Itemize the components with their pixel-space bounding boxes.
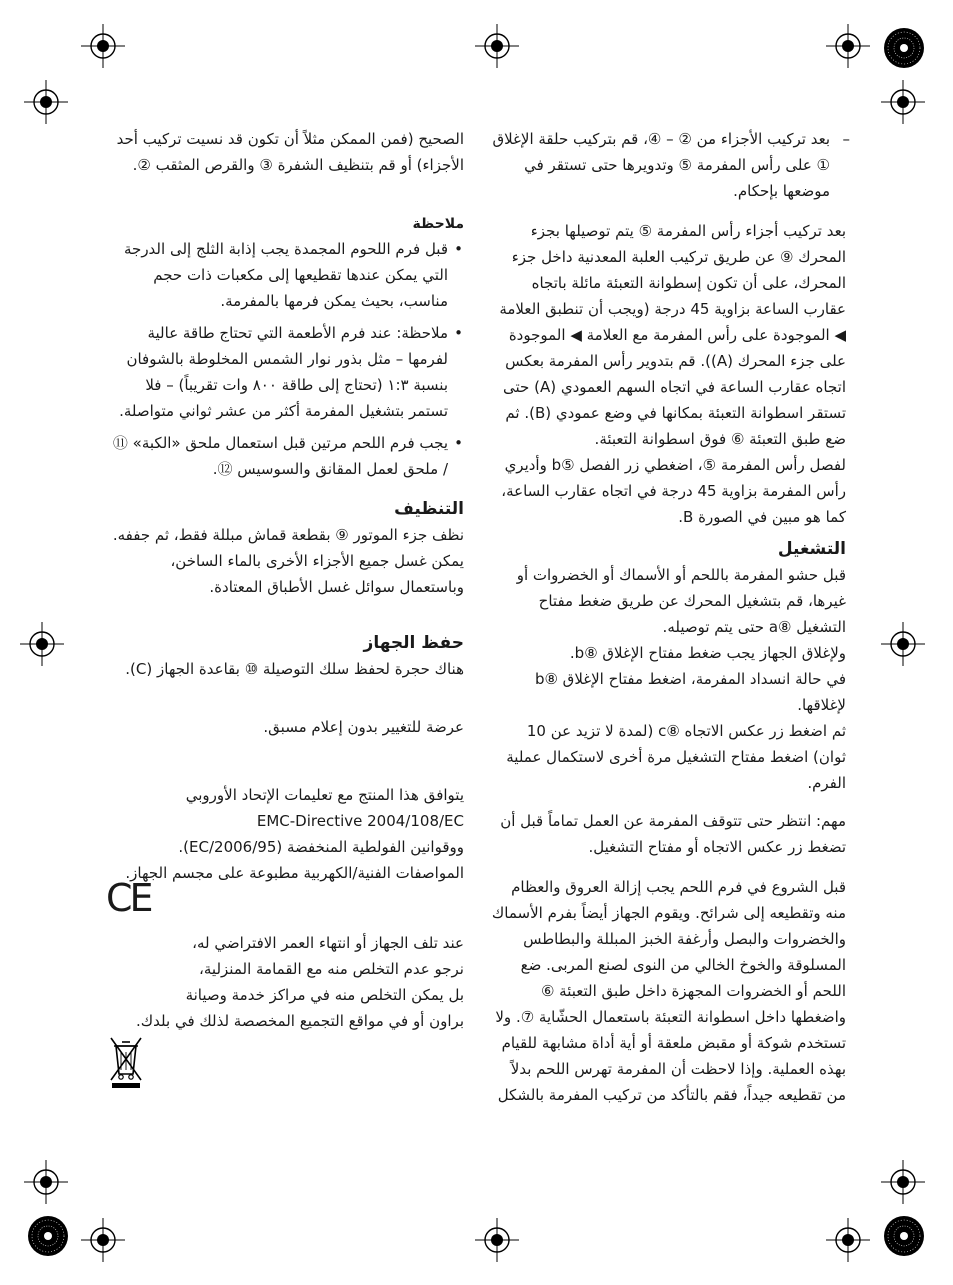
storage-heading: حفظ الجهاز xyxy=(363,633,464,653)
operation-paragraph-2: ولإغلاق الجهاز يجب ضغط مفتاح الإغلاق ⑧b. xyxy=(569,644,846,662)
compliance-line-1: يتوافق هذا المنتج مع تعليمات الإتحاد الأوروبي xyxy=(185,786,464,804)
note-item-3: • يجب فرم اللحم مرتين قبل استعمال ملحق «الكبة» ⑪ / ملحق لعمل المقانق والسوسيس ⑫. xyxy=(108,430,448,482)
assembly-paragraph: بعد تركيب أجزاء رأس المفرمة ⑤ يتم توصيلها بجزء المحرك ⑨ عن طريق تركيب العلبة المعدنية داخل جزء المحرك، على أن تكون إسطوانة التعبئة مائلة باتجاه عقارب الساعة بزاوية 45 درجة (ويجب أن تنطبق العلامة ◀ الموجودة على رأس المفرمة مع العلامة ◀ الموجودة على جزء المحرك (A)). قم بتدوير رأس المفرمة بعكس اتجاه عقارب الساعة في اتجاه السهم العمودي (A) حتى تستقر اسطوانة التعبئة بمكانها في وضع عمودي (B). ثم ضع طبق التعبئة ⑥ فوق اسطوانة التعبئة. xyxy=(499,222,846,448)
operation-paragraph-1: قبل حشو المفرمة باللحم أو الأسماك أو الخضروات أو غيرها، قم بتشغيل المحرك عن طريق ضغط مفتاح التشغيل ⑧a حتى يتم توصيله. xyxy=(516,566,846,636)
disposal-line-2: نرجو عدم التخلص منه مع القمامة المنزلية، xyxy=(199,960,464,978)
notes-list xyxy=(108,236,464,482)
note-item-1: • قبل فرم اللحوم المجمدة يجب إذابة الثلج إلى الدرجة التي يمكن عندها تقطيعها إلى مكعبات ذات حجم مناسب، بحيث يمكن فرمها بالمفرمة. xyxy=(108,236,448,314)
compliance-block xyxy=(108,782,464,886)
operation-paragraph-4: ثم اضغط زر عكس الاتجاه ⑧c (لمدة لا تزيد عن 10 ثوان) اضغط مفتاح التشغيل مرة أخرى لاستكمال عملية الفرم. xyxy=(506,722,846,792)
registration-mark-right-2 xyxy=(881,622,925,666)
disposal-line-3: بل يمكن التخلص منه في مراكز خدمة وصيانة xyxy=(185,986,464,1004)
disposal-line-4: براون أو في مواقع التجميع المخصصة لذلك في بلدك. xyxy=(136,1012,464,1030)
compliance-line-2: EMC-Directive 2004/108/EC xyxy=(256,812,464,830)
registration-mark-right-1 xyxy=(881,80,925,124)
registration-mark-top-2 xyxy=(475,24,519,68)
meat-paragraph: قبل الشروع في فرم اللحم يجب إزالة العروق والعظام منه وتقطيعه إلى شرائح. ويقوم الجهاز أيضاً بفرم الأسماك والخضروات والبصل وأرغفة الخبز المبللة والبطاطس المسلوقة والخوخ الخالي من النوى لصنع المربى. ضع اللحم أو الخضروات المجهزة داخل طبق التعبئة ⑥ واضغطها داخل اسطوانة التعبئة باستعمال الحشّاية ⑦. ولا تستخدم شوكة أو مقبض ملعقة أو أية أداة مشابهة للقيام بهذه العملية. وإذا لاحظت أن المفرمة تهرس اللحم بدلاً من تقطيعه جيداً، فقم بالتأكد من تركيب المفرمة بالشكل xyxy=(491,878,846,1104)
important-note: مهم: انتظر حتى تتوقف المفرمة عن العمل تماماً قبل أن تضغط زر عكس الاتجاه أو مفتاح التشغيل. xyxy=(500,812,846,856)
intro-bullet: – بعد تركيب الأجزاء من ② – ④، قم بتركيب حلقة الإغلاق ① على رأس المفرمة ⑤ وتدويرها حتى تستقر في موضعها بإحكام. xyxy=(490,126,830,204)
starburst-target-bottom-right xyxy=(882,1214,926,1258)
registration-mark-left-3 xyxy=(24,1160,68,1204)
right-column xyxy=(490,126,846,1108)
left-column xyxy=(108,126,464,1034)
registration-mark-bottom-1 xyxy=(81,1218,125,1262)
registration-mark-right-3 xyxy=(881,1160,925,1204)
continuation-paragraph: الصحيح (فمن الممكن مثلاً أن تكون قد نسيت تركيب أحد الأجزاء) أو قم بتنظيف الشفرة ③ والقرص المثقب ②. xyxy=(116,130,464,174)
starburst-target-top-right xyxy=(882,26,926,70)
registration-mark-bottom-3 xyxy=(826,1218,870,1262)
notice-text: عرضة للتغيير بدون إعلام مسبق. xyxy=(263,718,464,736)
registration-mark-top-3 xyxy=(826,24,870,68)
registration-mark-left-1 xyxy=(24,80,68,124)
notes-heading: ملاحظة xyxy=(412,216,464,232)
cleaning-paragraph-2: يمكن غسل جميع الأجزاء الأخرى بالماء الساخن، وباستعمال سوائل غسل الأطباق المعتادة. xyxy=(170,552,464,596)
storage-paragraph: هناك حجرة لحفظ سلك التوصيلة ⑩ بقاعدة الجهاز (C). xyxy=(125,660,464,678)
compliance-line-3: ووقوانين الفولطية المنخفضة (2006/95/EC). xyxy=(178,838,464,856)
registration-mark-top-1 xyxy=(81,24,125,68)
operation-heading: التشغيل xyxy=(777,539,846,559)
disposal-block xyxy=(108,930,464,1034)
disposal-line-1: عند تلف الجهاز أو انتهاء العمر الافتراضي له، xyxy=(192,934,464,952)
registration-mark-bottom-2 xyxy=(475,1218,519,1262)
intro-list xyxy=(490,126,846,204)
operation-paragraph-3: في حالة انسداد المفرمة، اضغط مفتاح الإغلاق ⑧b لإغلاقها. xyxy=(534,670,846,714)
crossed-bin-icon xyxy=(108,1034,144,1090)
registration-mark-left-2 xyxy=(20,622,64,666)
cleaning-paragraph-1: نظف جزء الموتور ⑨ بقطعة قماش مبللة فقط، ثم جففه. xyxy=(112,526,464,544)
cleaning-heading: التنظيف xyxy=(394,499,464,519)
ce-mark-icon: CE xyxy=(106,876,151,920)
starburst-target-bottom-left xyxy=(26,1214,70,1258)
detach-paragraph: لفصل رأس المفرمة ⑤، اضغطي زر الفصل ⑤b وأديري رأس المفرمة بزاوية 45 درجة في اتجاه عقارب الساعة، كما هو مبين في الصورة B. xyxy=(501,456,846,526)
compliance-line-4: المواصفات الفنية/الكهربية مطبوعة على مجسم الجهاز. xyxy=(125,864,464,882)
note-item-2: • ملاحظة: عند فرم الأطعمة التي تحتاج طاقة عالية لفرمها – مثل بذور نوار الشمس المخلوطة بالشوفان بنسبة ١:٣ (تحتاج إلى طاقة ٨٠٠ وات تقريباً) – فلا تستمر بتشغيل المفرمة أكثر من عشر ثواني متواصلة. xyxy=(108,320,448,424)
